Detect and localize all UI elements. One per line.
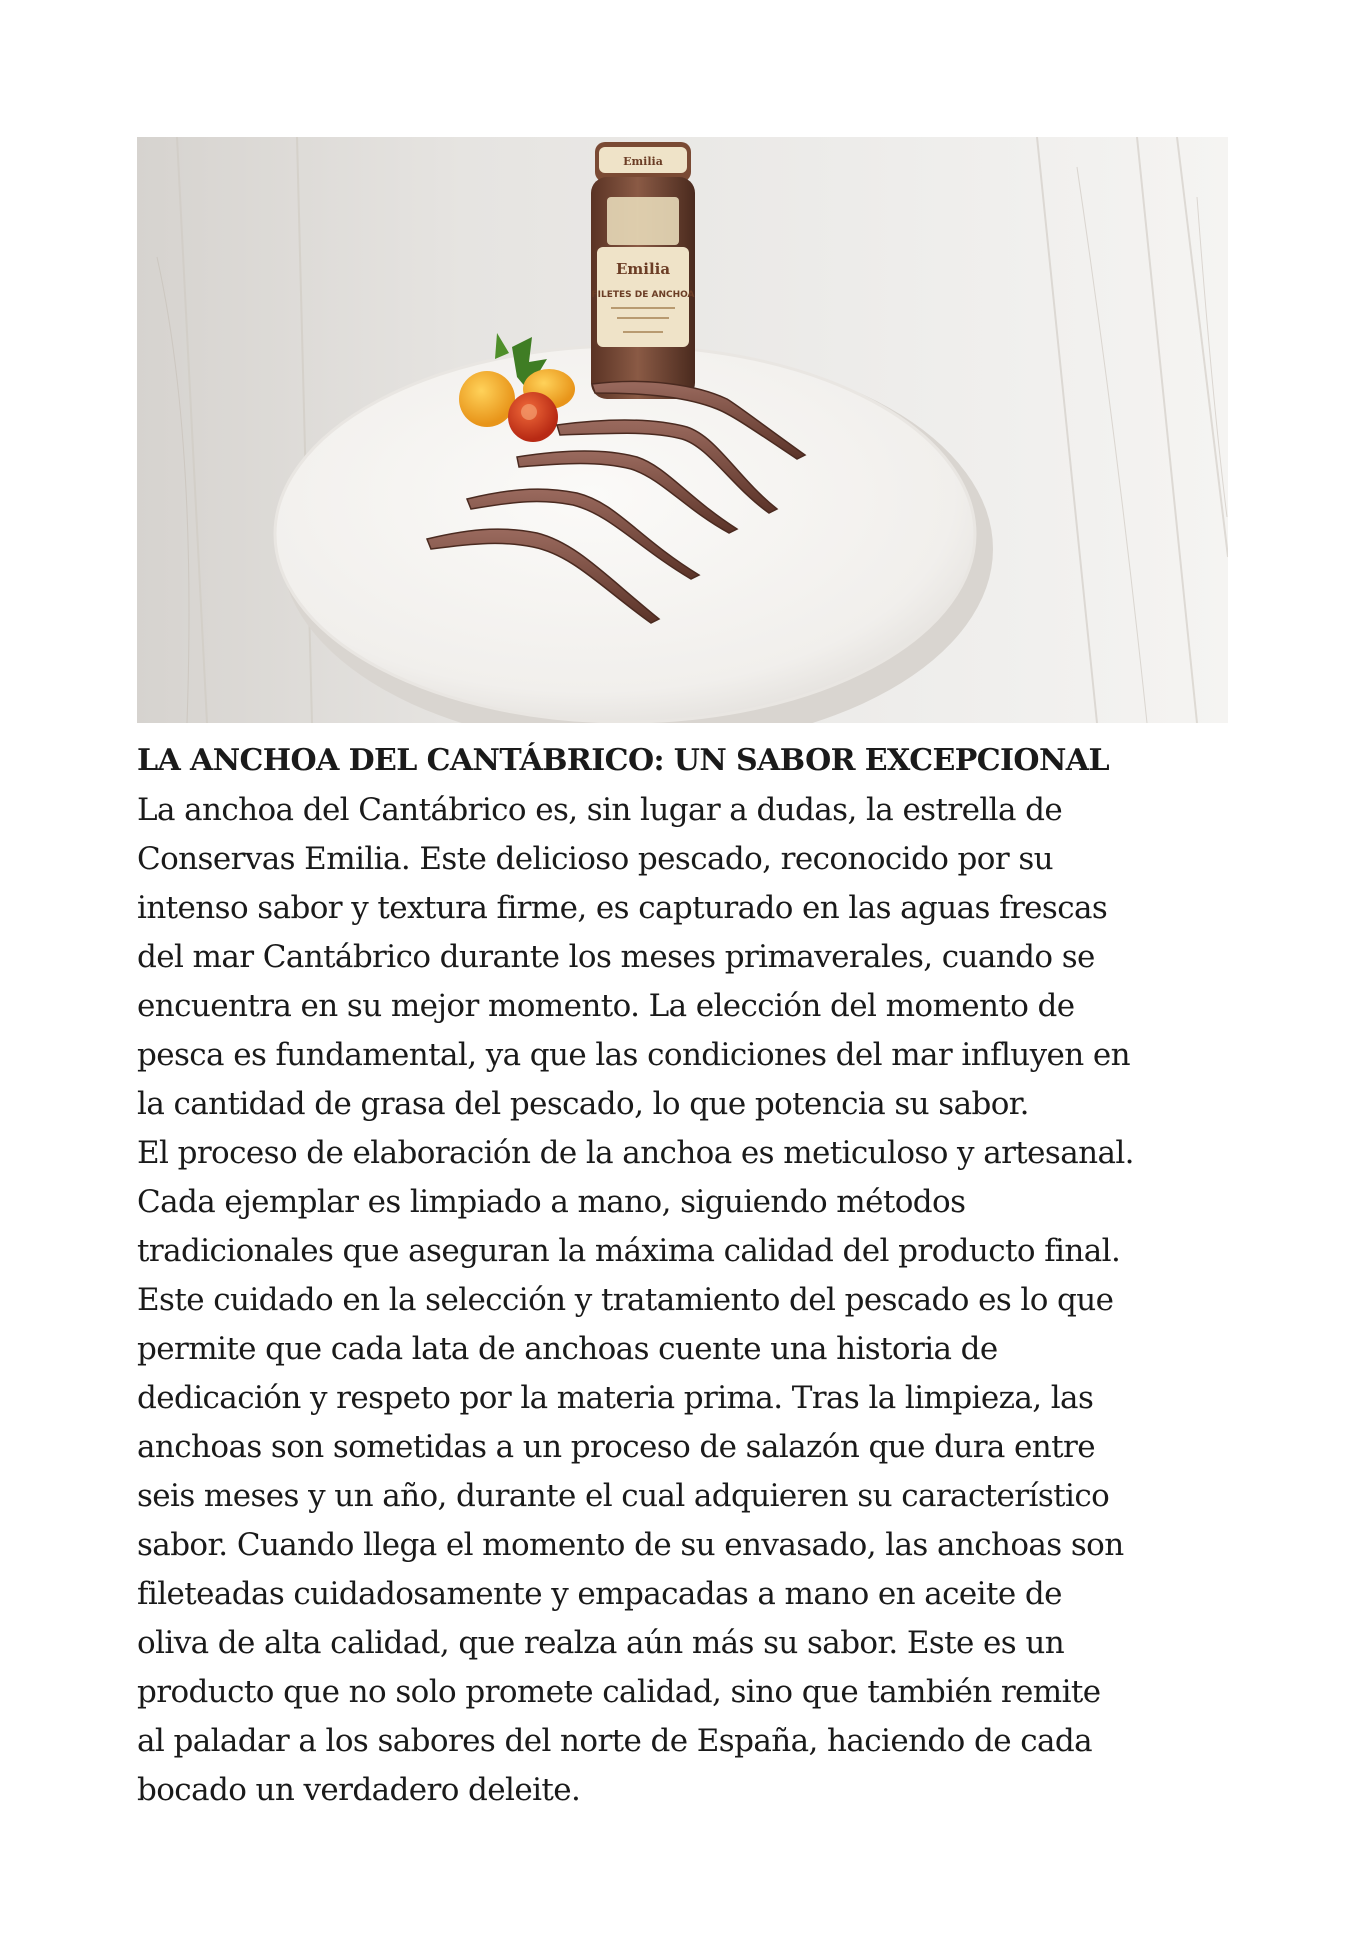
paragraph-line: seis meses y un año, durante el cual adquieren su característico bbox=[137, 1478, 1110, 1514]
paragraph-line: bocado un verdadero deleite. bbox=[137, 1772, 581, 1808]
jar-brand: Emilia bbox=[615, 260, 671, 278]
article-heading: LA ANCHOA DEL CANTÁBRICO: UN SABOR EXCEPCIONAL bbox=[137, 743, 1109, 778]
paragraph-line: la cantidad de grasa del pescado, lo que potencia su sabor. bbox=[137, 1086, 1029, 1122]
paragraph-line: al paladar a los sabores del norte de España, haciendo de cada bbox=[137, 1723, 1093, 1759]
article-paragraph-1 bbox=[137, 786, 1237, 1129]
paragraph-line: Conservas Emilia. Este delicioso pescado, reconocido por su bbox=[137, 841, 1053, 877]
paragraph-line: Cada ejemplar es limpiado a mano, siguiendo métodos bbox=[137, 1184, 966, 1220]
paragraph-line: del mar Cantábrico durante los meses primaverales, cuando se bbox=[137, 939, 1095, 975]
anchovy-plate-illustration bbox=[137, 137, 1228, 723]
paragraph-line: oliva de alta calidad, que realza aún más su sabor. Este es un bbox=[137, 1625, 1065, 1661]
paragraph-line: tradicionales que aseguran la máxima calidad del producto final. bbox=[137, 1233, 1121, 1269]
article-paragraph-2 bbox=[137, 1129, 1237, 1815]
paragraph-line: Este cuidado en la selección y tratamiento del pescado es lo que bbox=[137, 1282, 1114, 1318]
jar bbox=[591, 142, 695, 399]
paragraph-line: El proceso de elaboración de la anchoa es meticuloso y artesanal. bbox=[137, 1135, 1134, 1171]
paragraph-line: intenso sabor y textura firme, es capturado en las aguas frescas bbox=[137, 890, 1108, 926]
paragraph-line: pesca es fundamental, ya que las condiciones del mar influyen en bbox=[137, 1037, 1131, 1073]
paragraph-line: anchoas son sometidas a un proceso de salazón que dura entre bbox=[137, 1429, 1095, 1465]
jar-lid-brand: Emilia bbox=[623, 155, 663, 168]
paragraph-line: producto que no solo promete calidad, sino que también remite bbox=[137, 1674, 1101, 1710]
paragraph-line: sabor. Cuando llega el momento de su envasado, las anchoas son bbox=[137, 1527, 1124, 1563]
paragraph-line: La anchoa del Cantábrico es, sin lugar a dudas, la estrella de bbox=[137, 792, 1063, 828]
article bbox=[137, 736, 1237, 1815]
paragraph-line: encuentra en su mejor momento. La elección del momento de bbox=[137, 988, 1075, 1024]
product-photo bbox=[137, 137, 1228, 723]
paragraph-line: dedicación y respeto por la materia prima. Tras la limpieza, las bbox=[137, 1380, 1094, 1416]
paragraph-line: fileteadas cuidadosamente y empacadas a mano en aceite de bbox=[137, 1576, 1062, 1612]
jar-label: FILETES DE ANCHOA bbox=[591, 290, 695, 300]
paragraph-line: permite que cada lata de anchoas cuente una historia de bbox=[137, 1331, 998, 1367]
